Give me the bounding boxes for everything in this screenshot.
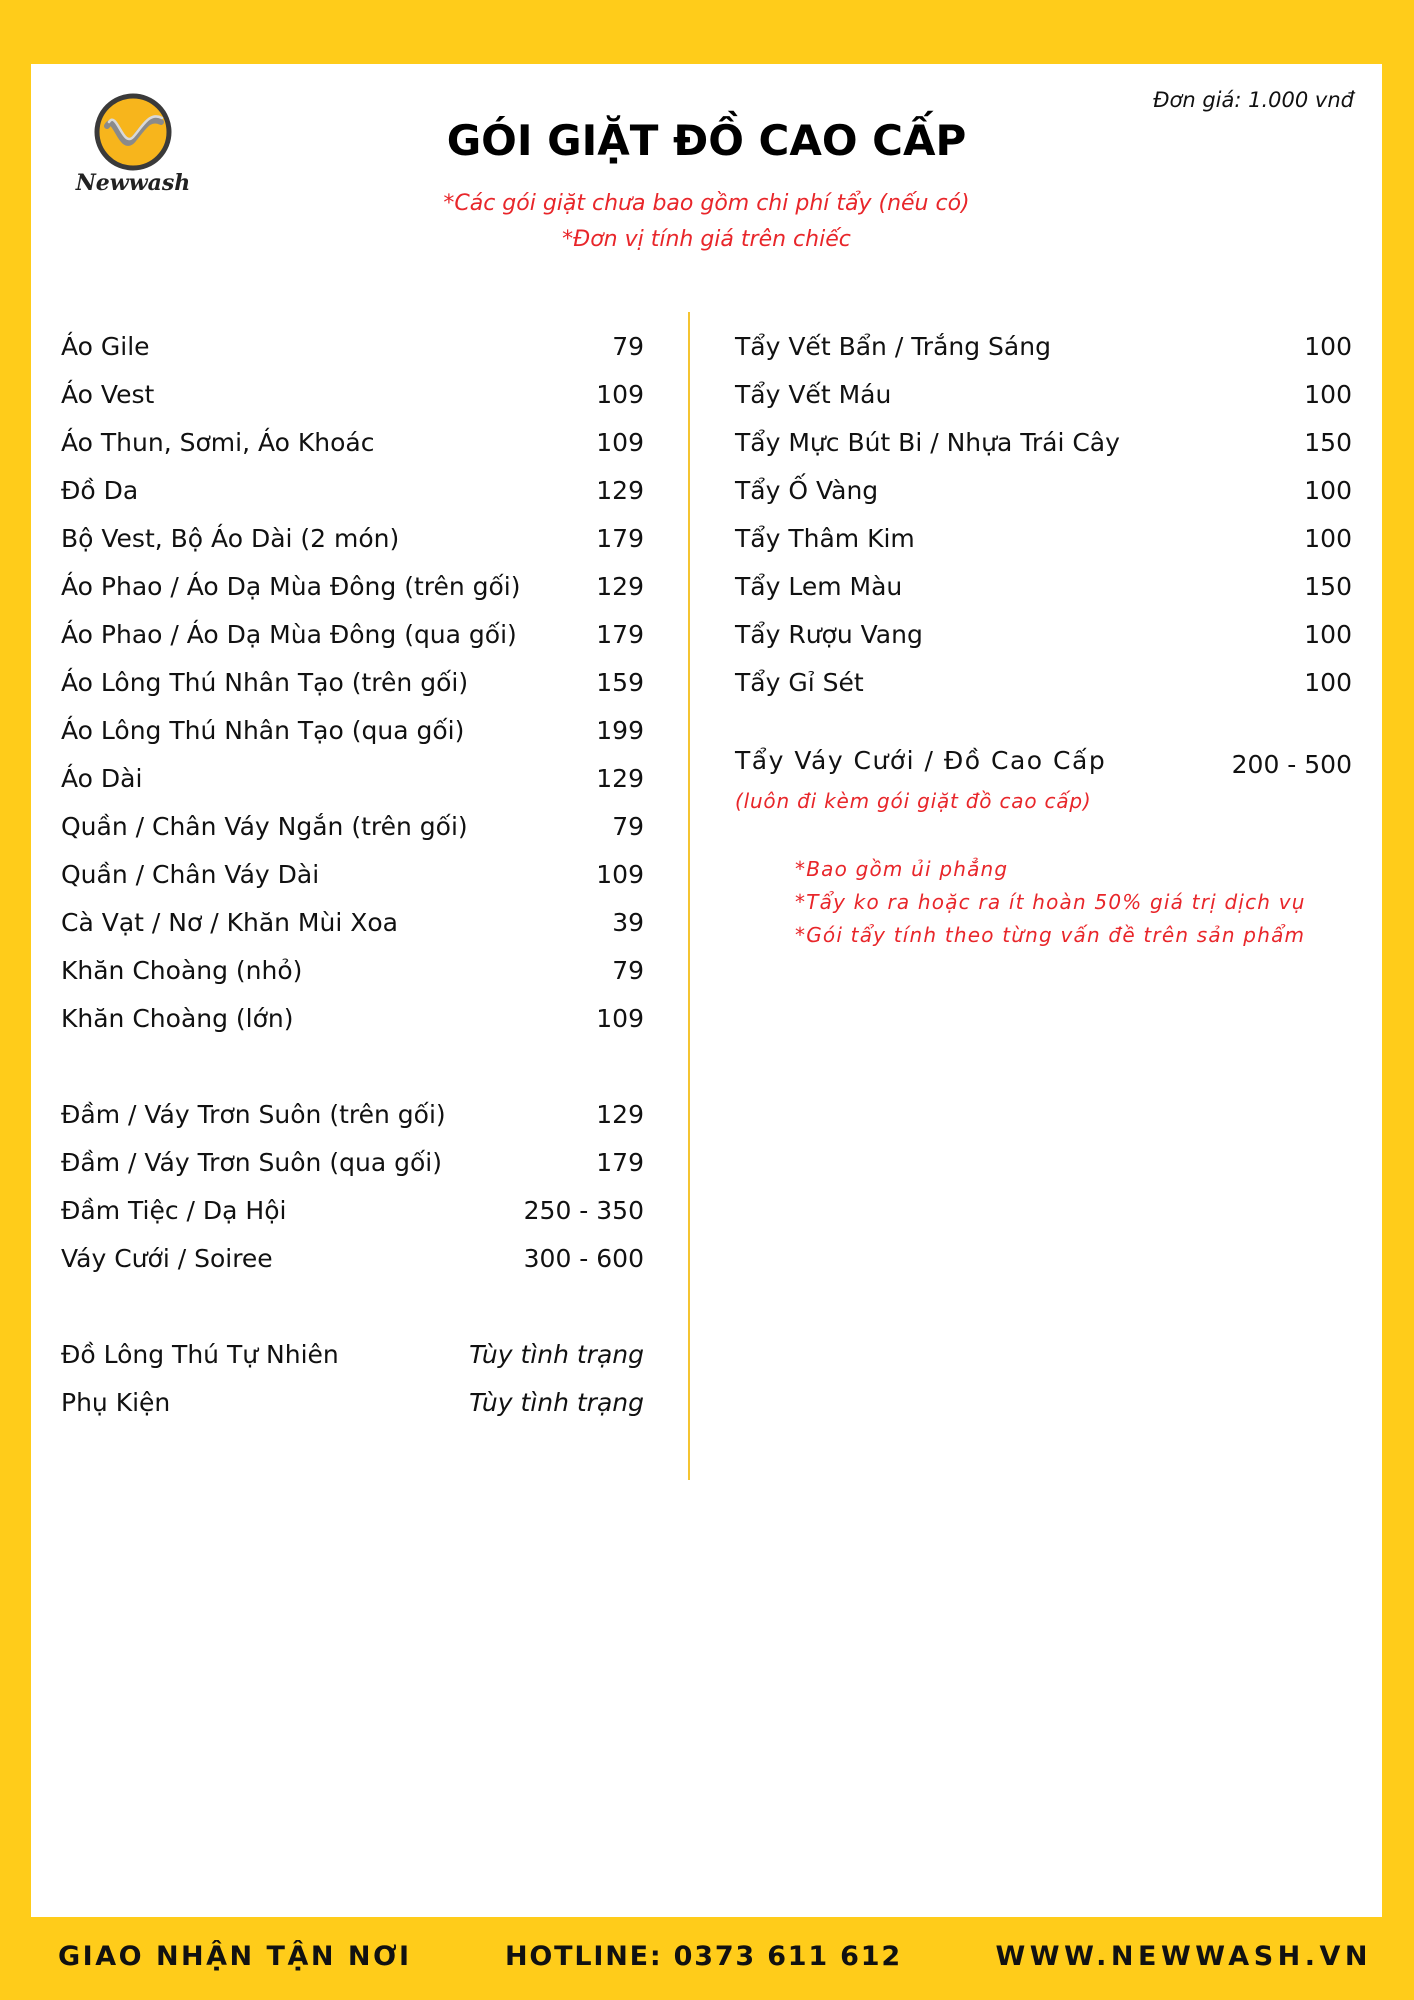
price-row [61,706,644,754]
item-name: Tẩy Mực Bút Bi / Nhựa Trái Cây [735,427,1120,457]
price-row [61,418,644,466]
remark-per-issue: *Gói tẩy tính theo từng vấn đề trên sản phẩm [795,923,1306,947]
hotline-text: HOTLINE: 0373 611 612 [505,1941,902,1972]
item-name: Tẩy Thâm Kim [735,523,915,553]
price-row [735,562,1352,610]
item-name: Áo Phao / Áo Dạ Mùa Đông (trên gối) [61,571,521,601]
item-price: 129 [596,763,644,793]
item-price: 79 [612,331,644,361]
note-price-unit: *Đơn vị tính giá trên chiếc [562,227,851,252]
price-row [61,1090,644,1138]
item-price: 150 [1304,571,1352,601]
price-row [61,610,644,658]
price-row [61,1330,644,1378]
logo-wordmark: Newwash [75,170,191,196]
item-name: Đầm Tiệc / Dạ Hội [61,1195,287,1225]
price-row [61,1234,644,1282]
spacer [61,1042,644,1090]
item-price: Tùy tình trạng [469,1387,644,1417]
item-price: 100 [1304,667,1352,697]
item-name: Bộ Vest, Bộ Áo Dài (2 món) [61,523,400,553]
item-name: Tẩy Vết Bẩn / Trắng Sáng [735,331,1051,361]
item-name: Tẩy Lem Màu [735,571,903,601]
remark-refund: *Tẩy ko ra hoặc ra ít hoàn 50% giá trị dịch vụ [795,890,1306,914]
item-price: 250 - 350 [523,1195,644,1225]
item-price: 109 [596,1003,644,1033]
item-price: 179 [596,619,644,649]
item-name: Phụ Kiện [61,1387,171,1417]
item-name: Khăn Choàng (lớn) [61,1003,294,1033]
price-row [735,370,1352,418]
item-name: Quần / Chân Váy Dài [61,859,320,889]
item-price: 109 [596,379,644,409]
delivery-text: GIAO NHẬN TẬN NƠI [58,1941,412,1972]
item-price: 79 [612,955,644,985]
laundry-price-list [61,322,644,1426]
price-row [61,1378,644,1426]
item-name: Tẩy Gỉ Sét [735,667,864,697]
price-row [61,562,644,610]
item-price: 179 [596,1147,644,1177]
item-name: Quần / Chân Váy Ngắn (trên gối) [61,811,468,841]
item-name: Đồ Da [61,475,139,505]
price-row [735,418,1352,466]
price-row [61,1138,644,1186]
item-name: Tẩy Ố Vàng [735,475,879,505]
unit-price-note: Đơn giá: 1.000 vnđ [1153,88,1354,112]
note-stain-fee: *Các gói giặt chưa bao gồm chi phí tẩy (nếu có) [443,191,970,216]
price-row [61,370,644,418]
price-row [61,1186,644,1234]
price-row [61,754,644,802]
item-name: Đầm / Váy Trơn Suôn (trên gối) [61,1099,446,1129]
item-name: Khăn Choàng (nhỏ) [61,955,303,985]
price-row [61,898,644,946]
item-name: Cà Vạt / Nơ / Khăn Mùi Xoa [61,907,398,937]
price-row [735,610,1352,658]
price-row [61,514,644,562]
price-row [61,946,644,994]
item-name: Tẩy Vết Máu [735,379,892,409]
stain-removal-price-list [735,322,1352,952]
footer-bar [0,1917,1414,2000]
item-name: Áo Dài [61,763,143,793]
item-price: 39 [612,907,644,937]
item-name: Áo Vest [61,379,155,409]
item-price: 150 [1304,427,1352,457]
price-row [735,322,1352,370]
price-row [61,802,644,850]
item-price: 179 [596,523,644,553]
item-name: Áo Gile [61,331,150,361]
item-price: 159 [596,667,644,697]
price-row [61,322,644,370]
item-price: 100 [1304,331,1352,361]
item-name: Áo Phao / Áo Dạ Mùa Đông (qua gối) [61,619,517,649]
item-price: Tùy tình trạng [469,1339,644,1369]
item-price: 109 [596,859,644,889]
remark-ironing: *Bao gồm ủi phẳng [795,857,1009,881]
spacer [61,1282,644,1330]
price-row [735,466,1352,514]
wedding-dress-stain-row [735,746,1352,779]
item-name: Áo Thun, Sơmi, Áo Khoác [61,427,375,457]
item-price: 129 [596,475,644,505]
column-divider [688,312,690,1480]
price-row [61,658,644,706]
item-price: 129 [596,571,644,601]
item-name: Đầm / Váy Trơn Suôn (qua gối) [61,1147,442,1177]
item-name: Áo Lông Thú Nhân Tạo (trên gối) [61,667,469,697]
website-text: WWW.NEWWASH.VN [995,1941,1372,1972]
price-row [735,658,1352,706]
item-price: 200 - 500 [1231,750,1352,779]
group-garments [61,322,644,1042]
price-row [735,514,1352,562]
item-price: 100 [1304,475,1352,505]
wedding-dress-note: (luôn đi kèm gói giặt đồ cao cấp) [735,789,1092,813]
price-row [61,850,644,898]
item-price: 100 [1304,619,1352,649]
item-name: Tẩy Rượu Vang [735,619,923,649]
item-price: 129 [596,1099,644,1129]
page-title: GÓI GIẶT ĐỒ CAO CẤP [446,116,967,165]
price-row [61,466,644,514]
item-name: Đồ Lông Thú Tự Nhiên [61,1339,339,1369]
item-name: Tẩy Váy Cưới / Đồ Cao Cấp [735,746,1107,775]
item-price: 100 [1304,379,1352,409]
item-price: 79 [612,811,644,841]
remarks [735,853,1352,952]
group-dresses [61,1090,644,1282]
item-price: 100 [1304,523,1352,553]
item-name: Váy Cưới / Soiree [61,1243,273,1273]
item-price: 199 [596,715,644,745]
price-sheet [31,64,1382,1917]
group-special [61,1330,644,1426]
item-price: 109 [596,427,644,457]
price-row [61,994,644,1042]
item-price: 300 - 600 [523,1243,644,1273]
item-name: Áo Lông Thú Nhân Tạo (qua gối) [61,715,465,745]
